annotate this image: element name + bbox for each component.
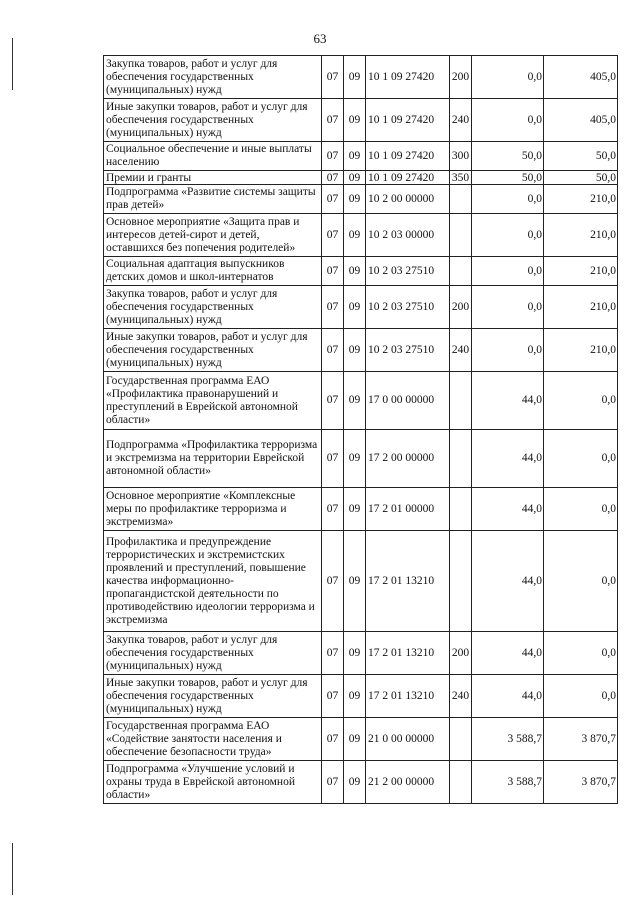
row-target-article-code: 17 2 01 13210 bbox=[366, 675, 450, 718]
row-amount-1: 44,0 bbox=[472, 632, 544, 675]
table-row bbox=[104, 214, 618, 257]
table-row bbox=[104, 632, 618, 675]
row-amount-1: 3 588,7 bbox=[472, 718, 544, 761]
row-expense-type-code bbox=[450, 718, 472, 761]
row-target-article-code: 10 1 09 27420 bbox=[366, 56, 450, 99]
row-name-cell: Премии и гранты bbox=[104, 171, 322, 185]
row-amount-1: 44,0 bbox=[472, 531, 544, 632]
table-row bbox=[104, 531, 618, 632]
row-section-code: 07 bbox=[322, 142, 344, 171]
row-name-cell: Подпрограмма «Улучшение условий и охраны труда в Еврейской автономной области» bbox=[104, 761, 322, 804]
row-expense-type-code: 200 bbox=[450, 286, 472, 329]
row-expense-type-code: 240 bbox=[450, 329, 472, 372]
row-amount-2: 0,0 bbox=[544, 372, 618, 430]
row-target-article-code: 10 2 03 27510 bbox=[366, 286, 450, 329]
row-name-cell: Подпрограмма «Профилактика терроризма и экстремизма на территории Еврейской автономной области» bbox=[104, 430, 322, 488]
row-amount-2: 0,0 bbox=[544, 488, 618, 531]
row-amount-2: 210,0 bbox=[544, 329, 618, 372]
table-row bbox=[104, 286, 618, 329]
row-section-code: 07 bbox=[322, 257, 344, 286]
row-expense-type-code bbox=[450, 430, 472, 488]
margin-binding-mark-bottom bbox=[12, 843, 13, 895]
row-target-article-code: 10 2 00 00000 bbox=[366, 185, 450, 214]
row-target-article-code: 10 1 09 27420 bbox=[366, 171, 450, 185]
row-subsection-code: 09 bbox=[344, 142, 366, 171]
row-amount-2: 210,0 bbox=[544, 286, 618, 329]
row-amount-2: 405,0 bbox=[544, 99, 618, 142]
row-amount-2: 0,0 bbox=[544, 675, 618, 718]
row-name-cell: Социальное обеспечение и иные выплаты населению bbox=[104, 142, 322, 171]
row-section-code: 07 bbox=[322, 675, 344, 718]
row-amount-1: 44,0 bbox=[472, 488, 544, 531]
row-amount-2: 3 870,7 bbox=[544, 718, 618, 761]
row-section-code: 07 bbox=[322, 56, 344, 99]
row-amount-1: 0,0 bbox=[472, 257, 544, 286]
row-name-cell: Закупка товаров, работ и услуг для обеспечения государственных (муниципальных) нужд bbox=[104, 632, 322, 675]
row-subsection-code: 09 bbox=[344, 430, 366, 488]
row-target-article-code: 17 0 00 00000 bbox=[366, 372, 450, 430]
row-target-article-code: 10 2 03 27510 bbox=[366, 257, 450, 286]
row-section-code: 07 bbox=[322, 488, 344, 531]
row-target-article-code: 17 2 01 13210 bbox=[366, 531, 450, 632]
row-amount-1: 44,0 bbox=[472, 675, 544, 718]
row-section-code: 07 bbox=[322, 761, 344, 804]
row-amount-1: 0,0 bbox=[472, 56, 544, 99]
row-section-code: 07 bbox=[322, 632, 344, 675]
row-section-code: 07 bbox=[322, 286, 344, 329]
row-name-cell: Подпрограмма «Развитие системы защиты прав детей» bbox=[104, 185, 322, 214]
row-amount-2: 405,0 bbox=[544, 56, 618, 99]
row-target-article-code: 17 2 00 00000 bbox=[366, 430, 450, 488]
row-amount-2: 50,0 bbox=[544, 171, 618, 185]
row-name-cell: Закупка товаров, работ и услуг для обеспечения государственных (муниципальных) нужд bbox=[104, 56, 322, 99]
row-expense-type-code bbox=[450, 214, 472, 257]
row-subsection-code: 09 bbox=[344, 99, 366, 142]
table-row bbox=[104, 718, 618, 761]
row-amount-2: 0,0 bbox=[544, 430, 618, 488]
table-row bbox=[104, 185, 618, 214]
row-expense-type-code bbox=[450, 372, 472, 430]
row-expense-type-code: 350 bbox=[450, 171, 472, 185]
row-section-code: 07 bbox=[322, 372, 344, 430]
row-subsection-code: 09 bbox=[344, 632, 366, 675]
page-number: 63 bbox=[313, 31, 327, 46]
table-row bbox=[104, 488, 618, 531]
row-target-article-code: 17 2 01 13210 bbox=[366, 632, 450, 675]
row-subsection-code: 09 bbox=[344, 675, 366, 718]
row-name-cell: Государственная программа ЕАО «Профилактика правонарушений и преступлений в Еврейской автономной области» bbox=[104, 372, 322, 430]
row-subsection-code: 09 bbox=[344, 761, 366, 804]
row-target-article-code: 10 2 03 00000 bbox=[366, 214, 450, 257]
row-section-code: 07 bbox=[322, 171, 344, 185]
row-expense-type-code bbox=[450, 761, 472, 804]
row-subsection-code: 09 bbox=[344, 372, 366, 430]
row-expense-type-code bbox=[450, 488, 472, 531]
row-name-cell: Основное мероприятие «Защита прав и интересов детей-сирот и детей, оставшихся без попечения родителей» bbox=[104, 214, 322, 257]
row-amount-1: 44,0 bbox=[472, 430, 544, 488]
row-target-article-code: 10 2 03 27510 bbox=[366, 329, 450, 372]
table-row bbox=[104, 56, 618, 99]
row-target-article-code: 21 0 00 00000 bbox=[366, 718, 450, 761]
row-name-cell: Социальная адаптация выпускников детских домов и школ-интернатов bbox=[104, 257, 322, 286]
row-expense-type-code: 200 bbox=[450, 56, 472, 99]
table-body bbox=[104, 56, 618, 804]
row-name-cell: Закупка товаров, работ и услуг для обеспечения государственных (муниципальных) нужд bbox=[104, 286, 322, 329]
row-amount-2: 3 870,7 bbox=[544, 761, 618, 804]
row-section-code: 07 bbox=[322, 185, 344, 214]
row-section-code: 07 bbox=[322, 430, 344, 488]
row-subsection-code: 09 bbox=[344, 329, 366, 372]
row-amount-1: 0,0 bbox=[472, 214, 544, 257]
table-row bbox=[104, 142, 618, 171]
row-section-code: 07 bbox=[322, 99, 344, 142]
table-row bbox=[104, 257, 618, 286]
row-section-code: 07 bbox=[322, 718, 344, 761]
row-amount-1: 50,0 bbox=[472, 142, 544, 171]
table-row bbox=[104, 99, 618, 142]
row-amount-2: 210,0 bbox=[544, 185, 618, 214]
row-amount-1: 50,0 bbox=[472, 171, 544, 185]
row-subsection-code: 09 bbox=[344, 286, 366, 329]
budget-table bbox=[103, 55, 618, 804]
row-amount-1: 3 588,7 bbox=[472, 761, 544, 804]
table-row bbox=[104, 430, 618, 488]
row-expense-type-code: 300 bbox=[450, 142, 472, 171]
table-row bbox=[104, 761, 618, 804]
row-amount-1: 0,0 bbox=[472, 99, 544, 142]
row-name-cell: Основное мероприятие «Комплексные меры по профилактике терроризма и экстремизма» bbox=[104, 488, 322, 531]
row-amount-1: 0,0 bbox=[472, 329, 544, 372]
row-name-cell: Иные закупки товаров, работ и услуг для обеспечения государственных (муниципальных) нужд bbox=[104, 99, 322, 142]
row-target-article-code: 21 2 00 00000 bbox=[366, 761, 450, 804]
row-subsection-code: 09 bbox=[344, 718, 366, 761]
row-amount-2: 50,0 bbox=[544, 142, 618, 171]
row-amount-2: 0,0 bbox=[544, 531, 618, 632]
row-subsection-code: 09 bbox=[344, 214, 366, 257]
row-name-cell: Профилактика и предупреждение террористических и экстремистских проявлений и преступлений, повышение качества информационно-пропагандистской деятельности по противодействию идеологии терроризма и экстремизма bbox=[104, 531, 322, 632]
row-target-article-code: 17 2 01 00000 bbox=[366, 488, 450, 531]
row-amount-1: 0,0 bbox=[472, 185, 544, 214]
row-expense-type-code: 200 bbox=[450, 632, 472, 675]
row-section-code: 07 bbox=[322, 531, 344, 632]
row-name-cell: Государственная программа ЕАО «Содействие занятости населения и обеспечение безопасности труда» bbox=[104, 718, 322, 761]
row-subsection-code: 09 bbox=[344, 185, 366, 214]
row-section-code: 07 bbox=[322, 329, 344, 372]
table-row bbox=[104, 171, 618, 185]
row-subsection-code: 09 bbox=[344, 257, 366, 286]
row-subsection-code: 09 bbox=[344, 488, 366, 531]
row-amount-1: 0,0 bbox=[472, 286, 544, 329]
row-target-article-code: 10 1 09 27420 bbox=[366, 99, 450, 142]
row-expense-type-code bbox=[450, 185, 472, 214]
row-expense-type-code: 240 bbox=[450, 675, 472, 718]
row-name-cell: Иные закупки товаров, работ и услуг для обеспечения государственных (муниципальных) нужд bbox=[104, 329, 322, 372]
row-expense-type-code bbox=[450, 531, 472, 632]
row-name-cell: Иные закупки товаров, работ и услуг для обеспечения государственных (муниципальных) нужд bbox=[104, 675, 322, 718]
row-section-code: 07 bbox=[322, 214, 344, 257]
row-subsection-code: 09 bbox=[344, 56, 366, 99]
row-subsection-code: 09 bbox=[344, 171, 366, 185]
row-amount-2: 210,0 bbox=[544, 257, 618, 286]
table-row bbox=[104, 329, 618, 372]
row-amount-1: 44,0 bbox=[472, 372, 544, 430]
row-target-article-code: 10 1 09 27420 bbox=[366, 142, 450, 171]
row-expense-type-code: 240 bbox=[450, 99, 472, 142]
table-row bbox=[104, 372, 618, 430]
row-expense-type-code bbox=[450, 257, 472, 286]
row-amount-2: 0,0 bbox=[544, 632, 618, 675]
table-row bbox=[104, 675, 618, 718]
row-amount-2: 210,0 bbox=[544, 214, 618, 257]
row-subsection-code: 09 bbox=[344, 531, 366, 632]
